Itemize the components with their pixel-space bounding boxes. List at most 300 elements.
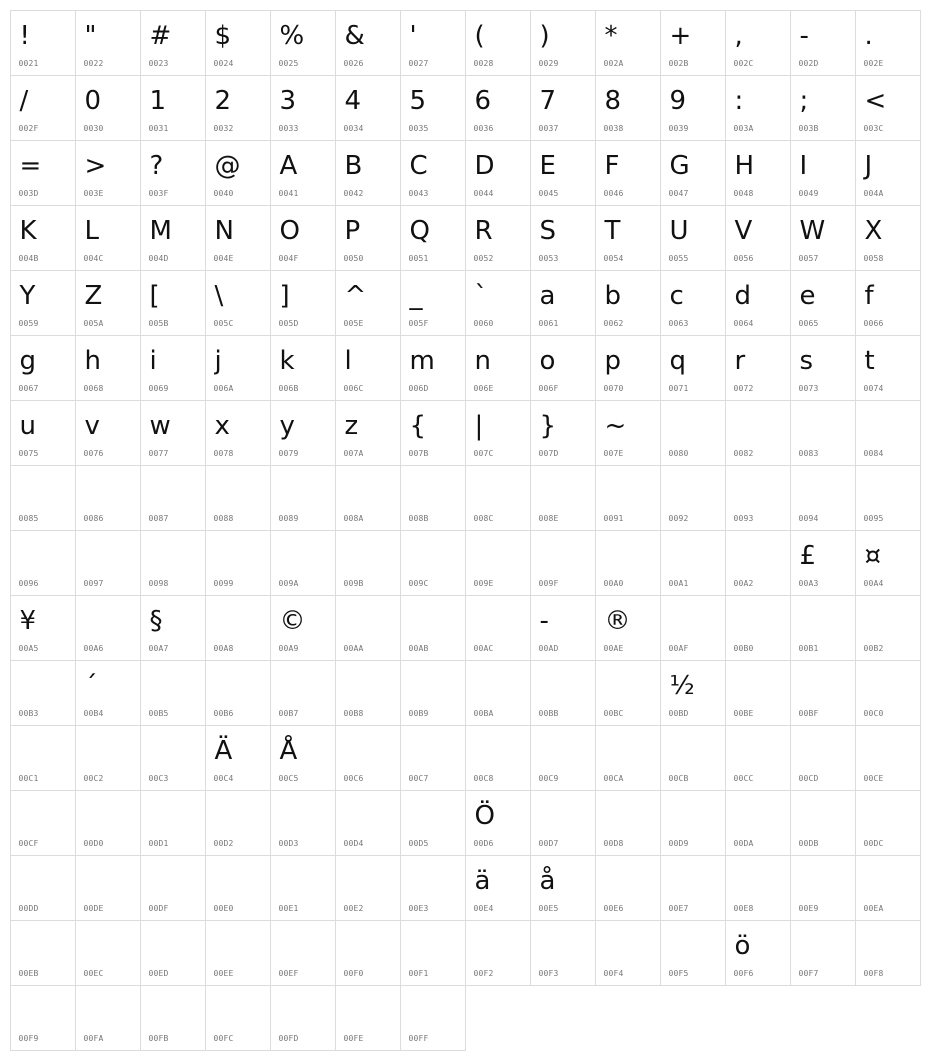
glyph-codepoint: 00CC (733, 773, 754, 783)
glyph-cell (10, 140, 76, 206)
glyph-cell (530, 140, 596, 206)
glyph-cell (465, 270, 531, 336)
glyph-cell (465, 660, 531, 726)
glyph-cell (725, 270, 791, 336)
glyph-cell (400, 530, 466, 596)
glyph-codepoint: 00E8 (733, 903, 754, 913)
glyph-codepoint: 00EF (278, 968, 299, 978)
glyph-codepoint: 0030 (83, 123, 104, 133)
glyph-character: ¥ (19, 605, 37, 636)
glyph-codepoint: 003D (18, 188, 39, 198)
glyph-codepoint: 004A (863, 188, 884, 198)
glyph-codepoint: 00A1 (668, 578, 689, 588)
glyph-cell (400, 10, 466, 76)
glyph-cell (205, 920, 271, 986)
glyph-cell (530, 660, 596, 726)
glyph-codepoint: 00B8 (343, 708, 364, 718)
glyph-cell (725, 855, 791, 921)
glyph-cell (530, 335, 596, 401)
glyph-character: B (344, 150, 363, 181)
glyph-codepoint: 00C5 (278, 773, 299, 783)
glyph-codepoint: 00E3 (408, 903, 429, 913)
glyph-cell (790, 660, 856, 726)
glyph-codepoint: 005E (343, 318, 364, 328)
glyph-cell (530, 855, 596, 921)
glyph-character: i (149, 345, 157, 376)
glyph-character: v (84, 410, 100, 441)
glyph-cell (595, 205, 661, 271)
glyph-codepoint: 0073 (798, 383, 819, 393)
glyph-cell (270, 465, 336, 531)
glyph-codepoint: 00D7 (538, 838, 559, 848)
glyph-codepoint: 00D8 (603, 838, 624, 848)
glyph-character: O (279, 215, 300, 246)
glyph-codepoint: 00E1 (278, 903, 299, 913)
glyph-cell (660, 140, 726, 206)
glyph-cell (595, 725, 661, 791)
glyph-character: H (734, 150, 755, 181)
glyph-cell (10, 855, 76, 921)
glyph-cell (660, 270, 726, 336)
glyph-codepoint: 008A (343, 513, 364, 523)
glyph-codepoint: 00DF (148, 903, 169, 913)
glyph-cell (270, 595, 336, 661)
glyph-codepoint: 00EE (213, 968, 234, 978)
glyph-character: K (19, 215, 37, 246)
glyph-character: T (604, 215, 621, 246)
glyph-cell (465, 595, 531, 661)
glyph-cell (400, 75, 466, 141)
glyph-cell (595, 10, 661, 76)
glyph-cell (855, 595, 921, 661)
glyph-character: ö (734, 930, 751, 961)
glyph-cell (140, 530, 206, 596)
glyph-codepoint: 00C2 (83, 773, 104, 783)
glyph-codepoint: 00E9 (798, 903, 819, 913)
glyph-codepoint: 00A0 (603, 578, 624, 588)
glyph-cell (335, 725, 401, 791)
glyph-cell (140, 140, 206, 206)
glyph-codepoint: 00EB (18, 968, 39, 978)
glyph-codepoint: 00C0 (863, 708, 884, 718)
glyph-codepoint: 00A2 (733, 578, 754, 588)
glyph-cell (855, 920, 921, 986)
glyph-codepoint: 0080 (668, 448, 689, 458)
glyph-codepoint: 0045 (538, 188, 559, 198)
glyph-cell (75, 465, 141, 531)
glyph-cell (465, 75, 531, 141)
glyph-cell (75, 725, 141, 791)
glyph-cell (10, 725, 76, 791)
glyph-character: " (84, 20, 97, 51)
glyph-codepoint: 00CF (18, 838, 39, 848)
glyph-character: ~ (604, 410, 627, 441)
glyph-codepoint: 00E6 (603, 903, 624, 913)
glyph-codepoint: 0035 (408, 123, 429, 133)
glyph-cell (790, 855, 856, 921)
glyph-character: u (19, 410, 36, 441)
glyph-character: Å (279, 735, 298, 766)
glyph-codepoint: 00B9 (408, 708, 429, 718)
glyph-codepoint: 00F0 (343, 968, 364, 978)
glyph-codepoint: 00B0 (733, 643, 754, 653)
glyph-codepoint: 00CD (798, 773, 819, 783)
glyph-codepoint: 0037 (538, 123, 559, 133)
glyph-cell (140, 595, 206, 661)
glyph-codepoint: 00D3 (278, 838, 299, 848)
glyph-character: £ (799, 540, 817, 571)
glyph-cell (335, 140, 401, 206)
glyph-cell (205, 530, 271, 596)
glyph-character: S (539, 215, 557, 246)
glyph-cell (75, 75, 141, 141)
glyph-cell (270, 530, 336, 596)
glyph-cell (270, 75, 336, 141)
glyph-cell (400, 855, 466, 921)
glyph-codepoint: 00B2 (863, 643, 884, 653)
glyph-codepoint: 00B5 (148, 708, 169, 718)
glyph-character: ? (149, 150, 164, 181)
glyph-character: ' (409, 20, 417, 51)
glyph-codepoint: 004E (213, 253, 234, 263)
glyph-character: c (669, 280, 684, 311)
glyph-codepoint: 00AE (603, 643, 624, 653)
glyph-cell (530, 400, 596, 466)
glyph-codepoint: 007A (343, 448, 364, 458)
glyph-cell (725, 335, 791, 401)
glyph-codepoint: 0060 (473, 318, 494, 328)
glyph-codepoint: 00BF (798, 708, 819, 718)
glyph-cell (205, 595, 271, 661)
glyph-cell (75, 400, 141, 466)
glyph-cell (140, 920, 206, 986)
glyph-cell (595, 855, 661, 921)
glyph-character: ® (604, 605, 631, 636)
glyph-cell (660, 75, 726, 141)
glyph-cell (140, 335, 206, 401)
glyph-character: z (344, 410, 359, 441)
glyph-character: % (279, 20, 305, 51)
glyph-codepoint: 002C (733, 58, 754, 68)
glyph-codepoint: 007C (473, 448, 494, 458)
glyph-codepoint: 0022 (83, 58, 104, 68)
glyph-codepoint: 00F7 (798, 968, 819, 978)
glyph-codepoint: 00AC (473, 643, 494, 653)
glyph-cell (270, 205, 336, 271)
glyph-codepoint: 00D9 (668, 838, 689, 848)
glyph-cell (205, 465, 271, 531)
glyph-codepoint: 0053 (538, 253, 559, 263)
glyph-codepoint: 0078 (213, 448, 234, 458)
glyph-cell (270, 270, 336, 336)
glyph-cell (140, 270, 206, 336)
glyph-cell (205, 790, 271, 856)
glyph-character: 7 (539, 85, 557, 116)
glyph-codepoint: 00E2 (343, 903, 364, 913)
glyph-codepoint: 00B6 (213, 708, 234, 718)
glyph-codepoint: 0077 (148, 448, 169, 458)
glyph-codepoint: 0075 (18, 448, 39, 458)
glyph-cell (270, 10, 336, 76)
glyph-character: 6 (474, 85, 492, 116)
glyph-cell (75, 595, 141, 661)
glyph-character: . (864, 20, 873, 51)
glyph-codepoint: 0070 (603, 383, 624, 393)
glyph-codepoint: 00EC (83, 968, 104, 978)
glyph-cell (335, 10, 401, 76)
glyph-codepoint: 0025 (278, 58, 299, 68)
glyph-codepoint: 00D1 (148, 838, 169, 848)
glyph-cell (595, 140, 661, 206)
glyph-codepoint: 0086 (83, 513, 104, 523)
glyph-cell (335, 75, 401, 141)
glyph-character: d (734, 280, 752, 311)
glyph-character: M (149, 215, 172, 246)
glyph-cell (140, 10, 206, 76)
glyph-codepoint: 003E (83, 188, 104, 198)
glyph-cell (400, 335, 466, 401)
glyph-cell (140, 790, 206, 856)
glyph-codepoint: 0057 (798, 253, 819, 263)
glyph-cell (335, 465, 401, 531)
glyph-cell (75, 140, 141, 206)
glyph-character: 5 (409, 85, 427, 116)
glyph-character: ä (474, 865, 491, 896)
glyph-codepoint: 0096 (18, 578, 39, 588)
glyph-cell (530, 270, 596, 336)
glyph-codepoint: 0063 (668, 318, 689, 328)
glyph-cell (595, 530, 661, 596)
glyph-cell (140, 75, 206, 141)
glyph-codepoint: 0036 (473, 123, 494, 133)
glyph-codepoint: 003B (798, 123, 819, 133)
glyph-cell (465, 400, 531, 466)
glyph-codepoint: 00B4 (83, 708, 104, 718)
glyph-codepoint: 0089 (278, 513, 299, 523)
glyph-cell (205, 335, 271, 401)
glyph-cell (855, 790, 921, 856)
glyph-codepoint: 009B (343, 578, 364, 588)
glyph-cell (10, 985, 76, 1051)
glyph-codepoint: 0084 (863, 448, 884, 458)
glyph-cell (790, 270, 856, 336)
glyph-cell (270, 335, 336, 401)
glyph-character: ) (539, 20, 550, 51)
glyph-codepoint: 00FD (278, 1033, 299, 1043)
glyph-codepoint: 00E5 (538, 903, 559, 913)
glyph-codepoint: 0059 (18, 318, 39, 328)
glyph-character: h (84, 345, 101, 376)
glyph-codepoint: 0029 (538, 58, 559, 68)
glyph-codepoint: 0038 (603, 123, 624, 133)
glyph-codepoint: 008E (538, 513, 559, 523)
glyph-character: < (864, 85, 887, 116)
glyph-cell (530, 595, 596, 661)
glyph-cell (335, 855, 401, 921)
glyph-codepoint: 00FB (148, 1033, 169, 1043)
glyph-character: \ (214, 280, 224, 311)
glyph-codepoint: 0087 (148, 513, 169, 523)
glyph-codepoint: 0039 (668, 123, 689, 133)
glyph-character: n (474, 345, 491, 376)
glyph-cell (465, 465, 531, 531)
glyph-codepoint: 0046 (603, 188, 624, 198)
glyph-codepoint: 0049 (798, 188, 819, 198)
glyph-codepoint: 004C (83, 253, 104, 263)
glyph-codepoint: 0072 (733, 383, 754, 393)
glyph-cell (205, 985, 271, 1051)
glyph-codepoint: 006C (343, 383, 364, 393)
glyph-codepoint: 00F8 (863, 968, 884, 978)
glyph-cell (400, 725, 466, 791)
glyph-codepoint: 0031 (148, 123, 169, 133)
glyph-codepoint: 0043 (408, 188, 429, 198)
glyph-cell (660, 920, 726, 986)
glyph-codepoint: 00F3 (538, 968, 559, 978)
glyph-codepoint: 0024 (213, 58, 234, 68)
glyph-cell (855, 465, 921, 531)
glyph-codepoint: 00C7 (408, 773, 429, 783)
glyph-codepoint: 009F (538, 578, 559, 588)
glyph-cell (790, 465, 856, 531)
glyph-codepoint: 0099 (213, 578, 234, 588)
glyph-character: ` (474, 280, 488, 311)
glyph-cell (75, 985, 141, 1051)
glyph-character: > (84, 150, 107, 181)
glyph-codepoint: 0028 (473, 58, 494, 68)
glyph-codepoint: 00DE (83, 903, 104, 913)
glyph-codepoint: 006E (473, 383, 494, 393)
glyph-codepoint: 0021 (18, 58, 39, 68)
glyph-cell (725, 790, 791, 856)
glyph-cell (205, 400, 271, 466)
glyph-character: q (669, 345, 687, 376)
glyph-character: P (344, 215, 361, 246)
glyph-cell (595, 335, 661, 401)
glyph-character: { (409, 410, 427, 441)
glyph-codepoint: 00D4 (343, 838, 364, 848)
glyph-cell (400, 660, 466, 726)
glyph-codepoint: 00D6 (473, 838, 494, 848)
glyph-cell (205, 140, 271, 206)
glyph-codepoint: 00D2 (213, 838, 234, 848)
glyph-codepoint: 00A5 (18, 643, 39, 653)
glyph-cell (205, 855, 271, 921)
glyph-codepoint: 0066 (863, 318, 884, 328)
glyph-cell (660, 10, 726, 76)
glyph-codepoint: 0093 (733, 513, 754, 523)
glyph-codepoint: 00A4 (863, 578, 884, 588)
glyph-character: , (734, 20, 743, 51)
glyph-cell (335, 270, 401, 336)
glyph-cell (400, 205, 466, 271)
glyph-cell (855, 10, 921, 76)
glyph-codepoint: 008B (408, 513, 429, 523)
glyph-codepoint: 009E (473, 578, 494, 588)
glyph-character: : (734, 85, 744, 116)
glyph-cell (660, 335, 726, 401)
glyph-codepoint: 00C3 (148, 773, 169, 783)
glyph-codepoint: 0032 (213, 123, 234, 133)
glyph-character: w (149, 410, 171, 441)
glyph-character: J (864, 150, 873, 181)
glyph-cell (75, 855, 141, 921)
glyph-codepoint: 004B (18, 253, 39, 263)
glyph-codepoint: 00E0 (213, 903, 234, 913)
glyph-cell (530, 725, 596, 791)
glyph-cell (790, 725, 856, 791)
glyph-cell (790, 205, 856, 271)
glyph-character: Ä (214, 735, 233, 766)
glyph-codepoint: 0033 (278, 123, 299, 133)
glyph-cell (335, 400, 401, 466)
glyph-cell (660, 660, 726, 726)
glyph-cell (855, 725, 921, 791)
glyph-codepoint: 005B (148, 318, 169, 328)
glyph-character: V (734, 215, 753, 246)
glyph-cell (270, 855, 336, 921)
glyph-cell (75, 920, 141, 986)
glyph-character: j (214, 345, 222, 376)
glyph-cell (140, 855, 206, 921)
glyph-character: © (279, 605, 306, 636)
glyph-cell (205, 270, 271, 336)
glyph-character: ½ (669, 670, 695, 701)
glyph-cell (855, 660, 921, 726)
glyph-cell (595, 595, 661, 661)
glyph-codepoint: 0097 (83, 578, 104, 588)
glyph-codepoint: 00D0 (83, 838, 104, 848)
glyph-cell (270, 660, 336, 726)
glyph-character: | (474, 410, 484, 441)
glyph-cell (595, 270, 661, 336)
glyph-cell (270, 790, 336, 856)
glyph-cell (205, 10, 271, 76)
glyph-cell (660, 205, 726, 271)
glyph-codepoint: 00C9 (538, 773, 559, 783)
glyph-codepoint: 00A8 (213, 643, 234, 653)
glyph-codepoint: 00DA (733, 838, 754, 848)
glyph-codepoint: 00FF (408, 1033, 429, 1043)
glyph-character: o (539, 345, 556, 376)
glyph-character: @ (214, 150, 241, 181)
glyph-codepoint: 00C8 (473, 773, 494, 783)
glyph-codepoint: 00CB (668, 773, 689, 783)
glyph-codepoint: 00BE (733, 708, 754, 718)
glyph-cell (75, 530, 141, 596)
glyph-cell (855, 75, 921, 141)
glyph-character: - (539, 605, 549, 636)
glyph-cell (270, 985, 336, 1051)
glyph-character: ¤ (864, 540, 882, 571)
glyph-codepoint: 00F4 (603, 968, 624, 978)
glyph-codepoint: 00FA (83, 1033, 104, 1043)
glyph-cell (595, 660, 661, 726)
glyph-character: x (214, 410, 230, 441)
glyph-codepoint: 009A (278, 578, 299, 588)
glyph-codepoint: 00CA (603, 773, 624, 783)
glyph-character: 1 (149, 85, 167, 116)
glyph-character: F (604, 150, 620, 181)
glyph-codepoint: 0056 (733, 253, 754, 263)
glyph-codepoint: 0051 (408, 253, 429, 263)
glyph-cell (205, 205, 271, 271)
glyph-character: N (214, 215, 234, 246)
glyph-cell (465, 920, 531, 986)
glyph-cell (465, 530, 531, 596)
glyph-cell (465, 140, 531, 206)
glyph-cell (530, 920, 596, 986)
